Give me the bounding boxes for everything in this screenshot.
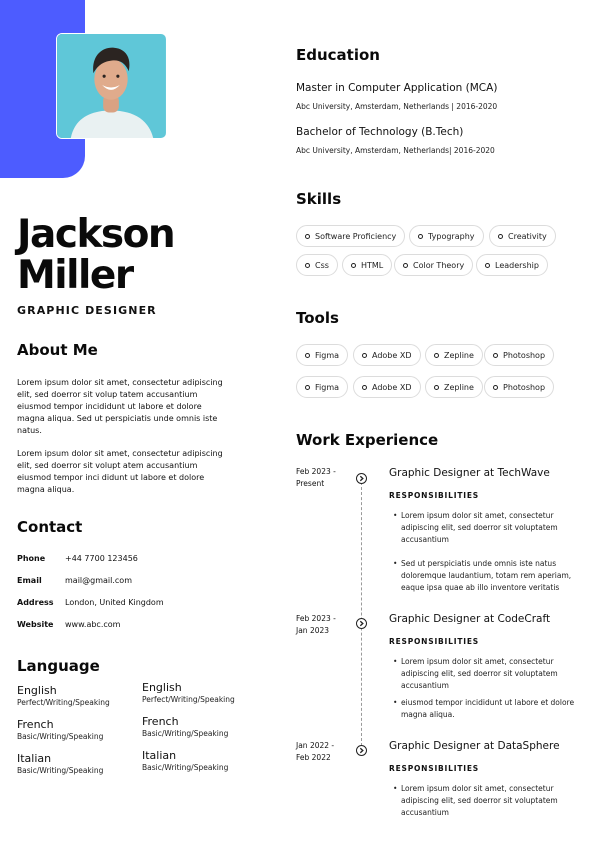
chevron-right-icon [358,747,365,754]
profile-photo-illustration [57,34,166,138]
language-name: French [142,715,179,728]
responsibilities-label: RESPONSIBILITIES [389,637,479,646]
responsibility-item: • Lorem ipsum dolor sit amet, consectetur adipiscing elit, sed doerror sit voluptatem accusantium [393,656,578,692]
language-item [142,681,235,704]
circle-outline-icon [498,234,503,239]
job-date-start: Jan 2022 - [296,741,335,750]
circle-outline-icon [351,263,356,268]
language-item [17,752,103,775]
language-item [142,715,228,738]
education-school: Abc University, Amsterdam, Netherlands| 2016-2020 [296,146,495,155]
circle-outline-icon [305,385,310,390]
job-role: GRAPHIC DESIGNER [17,304,157,317]
education-degree: Bachelor of Technology (B.Tech) [296,126,464,138]
tool-chip [425,344,483,366]
skill-label: Color Theory [413,260,465,270]
first-name: Jackson [17,212,175,257]
contact-title: Contact [17,518,83,536]
tool-label: Zepline [444,382,474,392]
tool-chip [484,376,554,398]
responsibilities-label: RESPONSIBILITIES [389,764,479,773]
job-title: Graphic Designer at CodeCraft [389,613,551,625]
experience-title: Work Experience [296,431,439,449]
skill-chip [296,254,338,276]
circle-outline-icon [434,385,439,390]
language-level: Basic/Writing/Speaking [142,763,229,772]
circle-outline-icon [362,353,367,358]
circle-outline-icon [418,234,423,239]
language-name: French [17,718,54,731]
job-title: Graphic Designer at DataSphere [389,740,560,752]
circle-outline-icon [493,385,498,390]
tool-label: Figma [315,382,340,392]
tool-chip [353,344,421,366]
job-date [296,613,336,637]
language-level: Basic/Writing/Speaking [17,766,104,775]
skill-label: Css [315,260,329,270]
education-title: Education [296,46,380,64]
chevron-right-icon [358,620,365,627]
job-title: Graphic Designer at TechWave [389,467,550,479]
tool-label: Photoshop [503,382,546,392]
language-level: Perfect/Writing/Speaking [17,698,110,707]
skill-chip [409,225,484,247]
skill-chip [296,225,405,247]
timeline-line [361,477,362,751]
language-level: Basic/Writing/Speaking [17,732,104,741]
job-date-start: Feb 2023 - [296,614,336,623]
skill-chip [342,254,392,276]
contact-label: Website [17,620,54,629]
education-degree: Master in Computer Application (MCA) [296,82,498,94]
profile-photo [56,33,167,139]
candidate-name [17,214,257,296]
about-paragraph-2: Lorem ipsum dolor sit amet, consectetur adipiscing elit, sed doerror sit volupt atem accusantium eiusmod tempor inci didunt ut labore et dolore magna aliqua. [17,449,223,494]
tool-chip [425,376,483,398]
job-date-end: Jan 2023 [296,626,330,635]
timeline-node [356,473,367,484]
job-date [296,740,334,764]
timeline-node [356,745,367,756]
job-date [296,466,336,490]
circle-outline-icon [362,385,367,390]
circle-outline-icon [485,263,490,268]
contact-label: Email [17,576,42,585]
tool-label: Zepline [444,350,474,360]
language-item [142,749,228,772]
contact-label: Address [17,598,54,607]
tools-title: Tools [296,309,339,327]
job-date-end: Feb 2022 [296,753,331,762]
circle-outline-icon [403,263,408,268]
address-value: London, United Kingdom [65,598,164,607]
website-value: www.abc.com [65,620,121,629]
responsibility-item: • eiusmod tempor incididunt ut labore et dolore magna aliqua. [393,697,578,721]
timeline-node [356,618,367,629]
email-value: mail@gmail.com [65,576,132,585]
responsibility-item: • Sed ut perspiciatis unde omnis iste natus doloremque laudantium, totam rem aperiam, eaque ipsa quae ab illo inventore veritatis [393,558,578,594]
circle-outline-icon [305,234,310,239]
tool-label: Adobe XD [372,350,412,360]
responsibility-item: • Lorem ipsum dolor sit amet, consectetur adipiscing elit, sed doerror sit voluptatem accusantium [393,510,578,546]
job-date-start: Feb 2023 - [296,467,336,476]
skill-label: HTML [361,260,384,270]
tool-chip [296,344,348,366]
job-date-end: Present [296,479,325,488]
phone-value: +44 7700 123456 [65,554,138,563]
language-name: Italian [142,749,177,762]
tool-chip [484,344,554,366]
contact-label: Phone [17,554,46,563]
language-name: Italian [17,752,52,765]
tool-label: Adobe XD [372,382,412,392]
tool-label: Photoshop [503,350,546,360]
language-level: Basic/Writing/Speaking [142,729,229,738]
tool-chip [353,376,421,398]
chevron-right-icon [358,475,365,482]
skill-label: Software Proficiency [315,231,397,241]
about-title: About Me [17,341,98,359]
language-name: English [17,684,57,697]
tool-label: Figma [315,350,340,360]
language-item [17,684,110,707]
skill-chip [394,254,473,276]
language-title: Language [17,657,100,675]
skill-label: Creativity [508,231,547,241]
skill-label: Leadership [495,260,539,270]
last-name: Miller [17,253,133,298]
circle-outline-icon [493,353,498,358]
skill-chip [489,225,556,247]
about-paragraph-1: Lorem ipsum dolor sit amet, consectetur adipiscing elit, sed doerror sit volup tatem accusantium eiusmod tempor incididunt ut labore et dolore magna aliqua. Sed ut perspiciatis unde omnis iste natus. [17,378,223,435]
skill-chip [476,254,548,276]
skill-label: Typography [428,231,475,241]
tool-chip [296,376,348,398]
circle-outline-icon [305,353,310,358]
skills-title: Skills [296,190,342,208]
circle-outline-icon [434,353,439,358]
circle-outline-icon [305,263,310,268]
responsibilities-label: RESPONSIBILITIES [389,491,479,500]
responsibility-item: • Lorem ipsum dolor sit amet, consectetur adipiscing elit, sed doerror sit voluptatem accusantium [393,783,578,819]
education-school: Abc University, Amsterdam, Netherlands | 2016-2020 [296,102,498,111]
language-level: Perfect/Writing/Speaking [142,695,235,704]
language-name: English [142,681,182,694]
language-item [17,718,103,741]
